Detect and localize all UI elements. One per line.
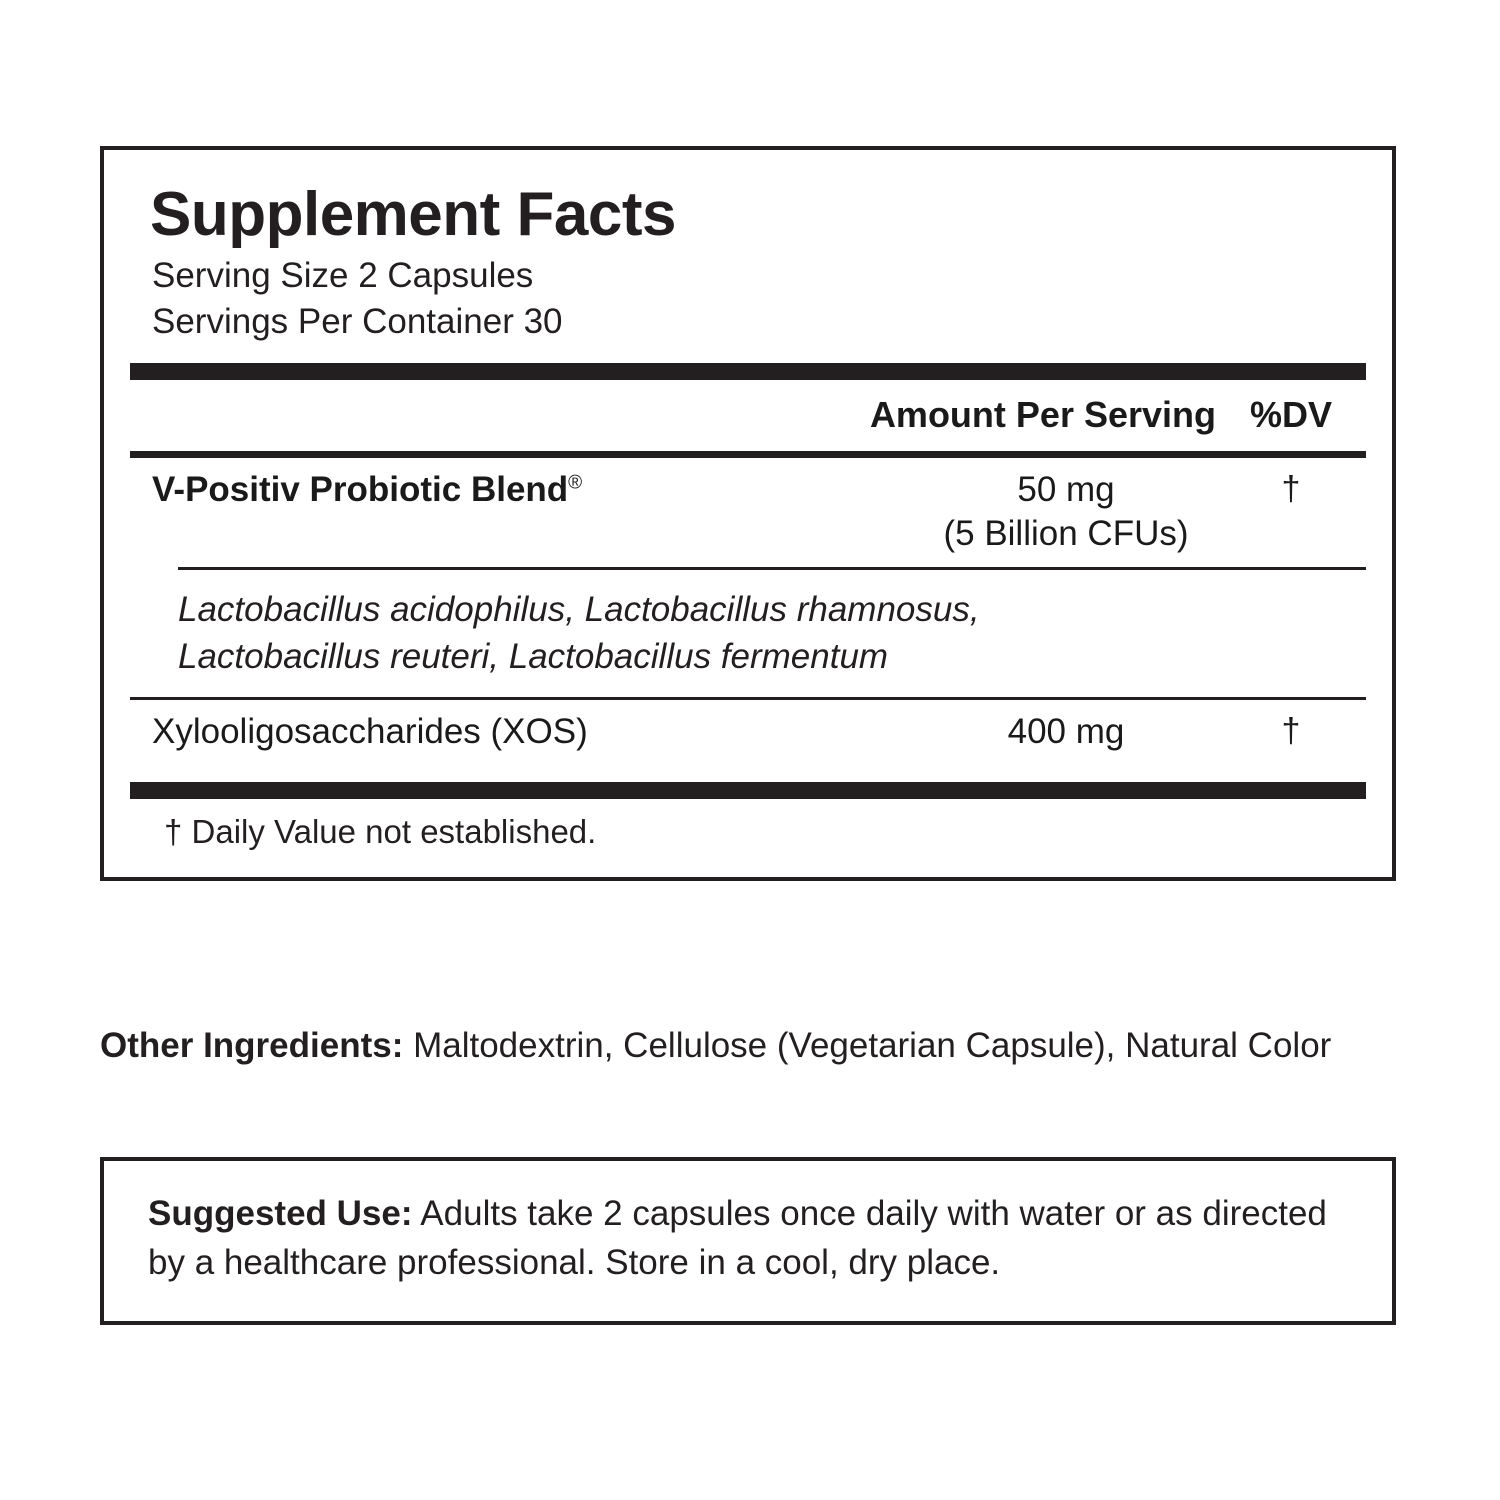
nutrient-name <box>130 468 916 513</box>
daily-value-footnote: † Daily Value not established. <box>164 813 597 851</box>
other-ingredients-label: Other Ingredients: <box>100 1026 404 1065</box>
table-header-row <box>130 380 1366 450</box>
registered-mark-icon: ® <box>568 471 583 493</box>
nutrient-amount-value: 50 mg <box>1017 469 1115 509</box>
divider-thick-top <box>130 363 1366 380</box>
nutrient-name: Xylooligosaccharides (XOS) <box>152 711 588 751</box>
other-ingredients-text: Maltodextrin, Cellulose (Vegetarian Capsule), Natural Color <box>403 1026 1332 1065</box>
nutrient-amount-subvalue: (5 Billion CFUs) <box>943 514 1189 554</box>
table-row <box>130 458 1366 568</box>
suggested-use-label: Suggested Use: <box>148 1194 413 1233</box>
suggested-use-box <box>100 1157 1396 1325</box>
serving-size-text: Serving Size 2 Capsules <box>152 256 534 296</box>
header-percent-dv: %DV <box>1249 394 1333 436</box>
strain-line: Lactobacillus acidophilus, Lactobacillus rhamnosus, <box>178 590 980 630</box>
probiotic-strains-list <box>130 570 1366 697</box>
divider-medium-under-header <box>130 451 1366 458</box>
strain-line: Lactobacillus reuteri, Lactobacillus fermentum <box>178 637 889 677</box>
nutrient-name-text: V-Positiv Probiotic Blend <box>152 469 569 509</box>
nutrient-amount-value: 400 mg <box>1007 711 1125 751</box>
header-amount-per-serving: Amount Per Serving <box>869 394 1216 436</box>
supplement-facts-panel <box>100 146 1396 881</box>
nutrient-dv: † <box>1281 711 1301 750</box>
servings-per-container-text: Servings Per Container 30 <box>152 302 563 342</box>
table-row <box>130 700 1366 765</box>
page-title: Supplement Facts <box>150 180 676 249</box>
suggested-use-text: Adults take 2 capsules once daily with water or as directed by a healthcare professional. Store in a cool, dry place. <box>148 1194 1327 1282</box>
other-ingredients <box>100 1022 1410 1070</box>
nutrient-amount <box>916 468 1216 558</box>
divider-thick-bottom <box>130 782 1366 799</box>
nutrient-dv: † <box>1281 469 1301 508</box>
